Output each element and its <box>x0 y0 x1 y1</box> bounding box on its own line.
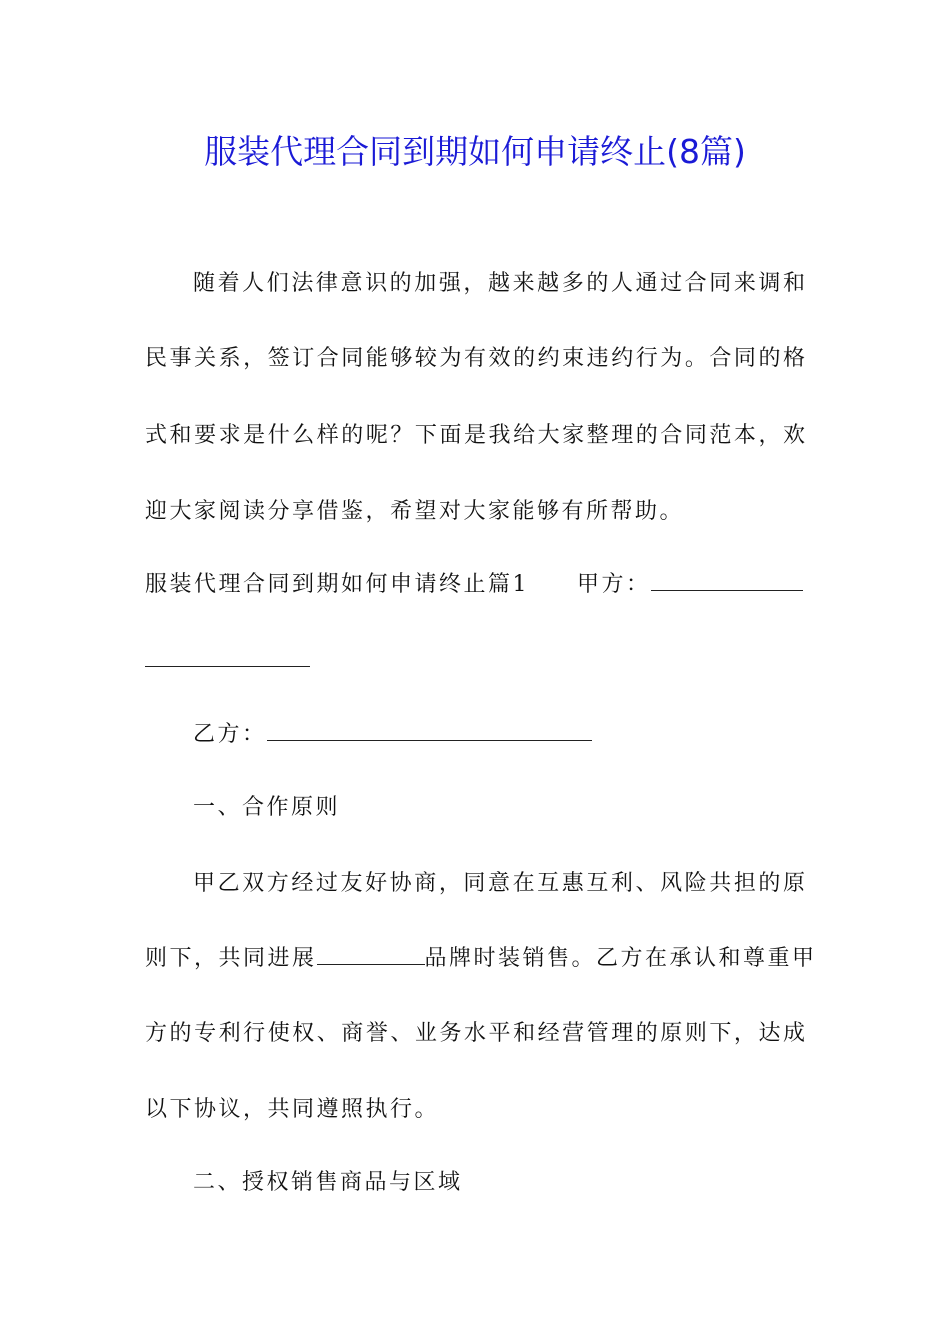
party-b-blank <box>267 718 592 741</box>
party-a-blank-continuation-line <box>145 644 310 677</box>
article-1-heading: 服装代理合同到期如何申请终止篇1 <box>145 572 529 597</box>
section-1-title: 一、合作原则 <box>193 795 341 820</box>
article-1-heading-line <box>145 568 803 601</box>
section-2-title: 二、授权销售商品与区域 <box>193 1170 463 1195</box>
intro-line-4: 迎大家阅读分享借鉴，希望对大家能够有所帮助。 <box>145 499 685 524</box>
brand-name-blank <box>317 942 425 965</box>
section-1-line-4: 以下协议，共同遵照执行。 <box>145 1097 440 1122</box>
section-1-line-1: 甲乙双方经过友好协商，同意在互惠互利、风险共担的原 <box>193 871 805 896</box>
section-1-line-2-start: 则下，共同进展 <box>145 946 317 971</box>
section-1-line-3: 方的专利行使权、商誉、业务水平和经营管理的原则下，达成 <box>145 1021 805 1046</box>
document-title: 服装代理合同到期如何申请终止(8篇) <box>204 132 746 171</box>
party-a-blank <box>651 568 803 591</box>
party-b-label: 乙方： <box>193 722 267 747</box>
intro-line-2: 民事关系，签订合同能够较为有效的约束违约行为。合同的格 <box>145 346 805 371</box>
intro-line-1: 随着人们法律意识的加强，越来越多的人通过合同来调和 <box>193 271 805 296</box>
party-a-blank-continued <box>145 644 310 667</box>
party-b-line <box>193 718 592 751</box>
section-1-line-2 <box>145 942 817 975</box>
section-1-line-2-end: 品牌时装销售。乙方在承认和尊重甲 <box>424 946 817 971</box>
intro-line-3: 式和要求是什么样的呢？下面是我给大家整理的合同范本，欢 <box>145 423 805 448</box>
party-a-label: 甲方： <box>577 572 651 597</box>
